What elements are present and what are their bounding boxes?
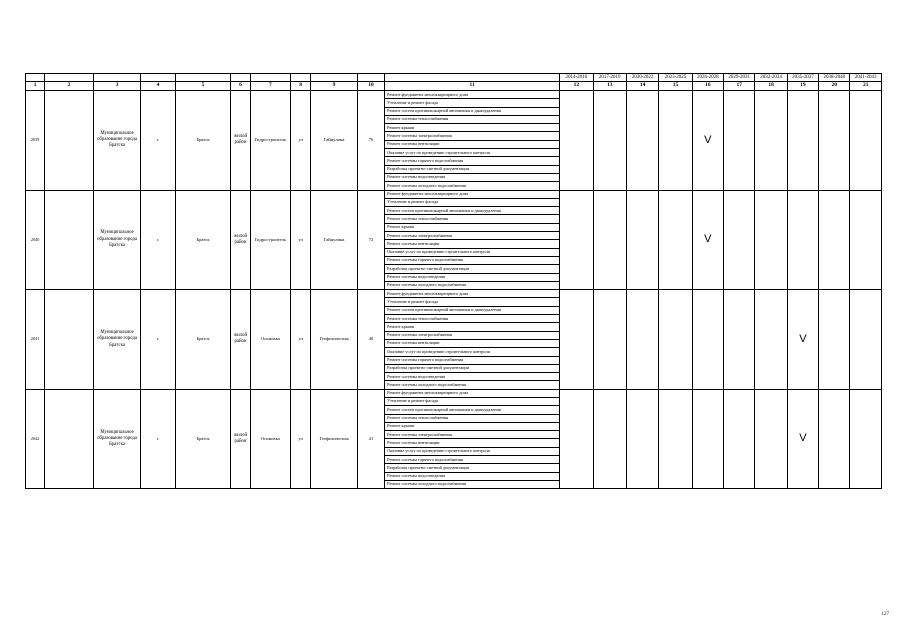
empty-cell <box>45 91 94 191</box>
period-mark: V <box>692 91 723 191</box>
street-type: ул <box>291 190 311 290</box>
table-row <box>26 389 882 397</box>
period-cell <box>724 290 755 390</box>
work-type: Ремонт систем противопожарной автоматики и дымоудаления <box>385 107 560 115</box>
settlement-name: Братск <box>175 389 231 489</box>
work-type: Ремонт систем противопожарной автоматики и дымоудаления <box>385 207 560 215</box>
empty-header-cell <box>26 74 45 82</box>
empty-header-cell <box>141 74 175 82</box>
work-type: Ремонт системы водоотведения <box>385 373 560 381</box>
settlement-type: г. <box>141 389 175 489</box>
empty-header-cell <box>385 74 560 82</box>
table-row <box>26 290 882 298</box>
work-type: Ремонт системы горячего водоснабжения <box>385 356 560 364</box>
column-number: 10 <box>357 82 384 91</box>
period-cell <box>850 290 882 390</box>
period-cell <box>659 91 692 191</box>
record-number: 2040 <box>26 190 45 290</box>
municipality: Муниципальное образование города Братска <box>93 190 141 290</box>
period-header: 2038-2040 <box>819 74 850 82</box>
column-number: 12 <box>560 82 593 91</box>
empty-cell <box>45 290 94 390</box>
house-number: 76 <box>357 91 384 191</box>
period-cell <box>560 190 593 290</box>
period-cell <box>724 389 755 489</box>
column-number: 2 <box>45 82 94 91</box>
district-type: жилой район <box>231 389 250 489</box>
period-mark: V <box>787 290 818 390</box>
work-type: Утепление и ремонт фасада <box>385 99 560 107</box>
column-number: 3 <box>93 82 141 91</box>
period-cell <box>692 290 723 390</box>
period-header: 2029-2031 <box>724 74 755 82</box>
district-type: жилой район <box>231 290 250 390</box>
period-cell <box>787 91 818 191</box>
capital-repair-schedule-table <box>25 73 882 489</box>
period-cell <box>755 91 787 191</box>
street-type: ул <box>291 290 311 390</box>
work-type: Ремонт системы электроснабжения <box>385 431 560 439</box>
period-cell <box>724 91 755 191</box>
settlement-name: Братск <box>175 290 231 390</box>
period-cell <box>850 389 882 489</box>
work-type: Ремонт крыши <box>385 323 560 331</box>
work-type: Ремонт системы вентиляции <box>385 339 560 347</box>
period-header: 2041-2043 <box>850 74 882 82</box>
period-cell <box>819 190 850 290</box>
empty-header-cell <box>250 74 290 82</box>
work-type: Ремонт системы вентиляции <box>385 439 560 447</box>
work-type: Ремонт системы холодного водоснабжения <box>385 281 560 289</box>
period-header-row <box>26 74 882 82</box>
empty-header-cell <box>231 74 250 82</box>
period-cell <box>593 91 626 191</box>
work-type: Ремонт системы вентиляции <box>385 240 560 248</box>
house-number: 40 <box>357 290 384 390</box>
work-type: Ремонт системы горячего водоснабжения <box>385 456 560 464</box>
column-number: 17 <box>724 82 755 91</box>
work-type: Ремонт крыши <box>385 422 560 430</box>
work-type: Ремонт системы холодного водоснабжения <box>385 381 560 389</box>
column-number: 16 <box>692 82 723 91</box>
settlement-type: г. <box>141 91 175 191</box>
work-type: Разработка проектно-сметной документации <box>385 464 560 472</box>
column-number: 4 <box>141 82 175 91</box>
period-cell <box>593 389 626 489</box>
column-number: 19 <box>787 82 818 91</box>
municipality: Муниципальное образование города Братска <box>93 290 141 390</box>
work-type: Оказание услуг по проведению строительного контроля <box>385 348 560 356</box>
settlement-name: Братск <box>175 91 231 191</box>
empty-header-cell <box>93 74 141 82</box>
district-name: Гидростроитель <box>250 190 290 290</box>
column-number: 18 <box>755 82 787 91</box>
period-cell <box>787 190 818 290</box>
period-cell <box>626 389 658 489</box>
column-number: 5 <box>175 82 231 91</box>
page-number: 127 <box>881 612 889 617</box>
district-name: Гидростроитель <box>250 91 290 191</box>
column-number: 11 <box>385 82 560 91</box>
period-cell <box>626 190 658 290</box>
street-name: Гайнулина <box>311 190 358 290</box>
period-cell <box>850 190 882 290</box>
work-type: Ремонт системы водоотведения <box>385 273 560 281</box>
period-header: 2026-2028 <box>692 74 723 82</box>
work-type: Ремонт фундамента многоквартирного дома <box>385 290 560 298</box>
municipality: Муниципальное образование города Братска <box>93 91 141 191</box>
period-cell <box>819 389 850 489</box>
work-type: Разработка проектно-сметной документации <box>385 364 560 372</box>
period-cell <box>755 389 787 489</box>
period-cell <box>659 190 692 290</box>
period-cell <box>755 190 787 290</box>
street-name: Геофизическая <box>311 290 358 390</box>
table-row <box>26 190 882 198</box>
empty-header-cell <box>357 74 384 82</box>
period-cell <box>755 290 787 390</box>
period-cell <box>819 290 850 390</box>
empty-header-cell <box>311 74 358 82</box>
work-type: Ремонт системы горячего водоснабжения <box>385 256 560 264</box>
work-type: Ремонт системы водоотведения <box>385 472 560 480</box>
column-number: 9 <box>311 82 358 91</box>
period-header: 2014-2016 <box>560 74 593 82</box>
work-type: Ремонт системы горячего водоснабжения <box>385 157 560 165</box>
period-cell <box>593 290 626 390</box>
period-cell <box>819 91 850 191</box>
street-type: ул <box>291 91 311 191</box>
column-number: 13 <box>593 82 626 91</box>
column-number: 14 <box>626 82 658 91</box>
work-type: Ремонт системы теплоснабжения <box>385 115 560 123</box>
work-type: Ремонт систем противопожарной автоматики и дымоудаления <box>385 306 560 314</box>
work-type: Ремонт системы электроснабжения <box>385 331 560 339</box>
work-type: Ремонт системы холодного водоснабжения <box>385 182 560 190</box>
work-type: Ремонт системы водоотведения <box>385 173 560 181</box>
settlement-type: г. <box>141 190 175 290</box>
period-cell <box>659 290 692 390</box>
work-type: Ремонт системы электроснабжения <box>385 232 560 240</box>
column-number: 20 <box>819 82 850 91</box>
work-type: Утепление и ремонт фасада <box>385 397 560 405</box>
work-type: Разработка проектно-сметной документации <box>385 165 560 173</box>
period-cell <box>560 389 593 489</box>
period-header: 2017-2019 <box>593 74 626 82</box>
period-cell <box>626 91 658 191</box>
street-name: Геофизическая <box>311 389 358 489</box>
column-number: 6 <box>231 82 250 91</box>
record-number: 2042 <box>26 389 45 489</box>
period-header: 2023-2025 <box>659 74 692 82</box>
period-mark: V <box>787 389 818 489</box>
work-type: Оказание услуг по проведению строительного контроля <box>385 149 560 157</box>
empty-header-cell <box>45 74 94 82</box>
column-number: 8 <box>291 82 311 91</box>
work-type: Утепление и ремонт фасада <box>385 198 560 206</box>
street-name: Гайнулина <box>311 91 358 191</box>
street-type: ул <box>291 389 311 489</box>
table-row <box>26 91 882 99</box>
period-cell <box>724 190 755 290</box>
work-type: Ремонт систем противопожарной автоматики и дымоудаления <box>385 406 560 414</box>
settlement-name: Братск <box>175 190 231 290</box>
work-type: Ремонт системы электроснабжения <box>385 132 560 140</box>
column-number: 7 <box>250 82 290 91</box>
work-type: Ремонт крыши <box>385 124 560 132</box>
work-type: Утепление и ремонт фасада <box>385 298 560 306</box>
period-cell <box>626 290 658 390</box>
work-type: Оказание услуг по проведению строительного контроля <box>385 447 560 455</box>
district-type: жилой район <box>231 91 250 191</box>
column-number: 21 <box>850 82 882 91</box>
work-type: Ремонт системы холодного водоснабжения <box>385 480 560 488</box>
period-header: 2035-2037 <box>787 74 818 82</box>
settlement-type: г. <box>141 290 175 390</box>
column-number-row <box>26 82 882 91</box>
period-cell <box>659 389 692 489</box>
period-cell <box>593 190 626 290</box>
work-type: Разработка проектно-сметной документации <box>385 265 560 273</box>
work-type: Ремонт фундамента многоквартирного дома <box>385 91 560 99</box>
period-cell <box>560 290 593 390</box>
work-type: Ремонт системы теплоснабжения <box>385 414 560 422</box>
work-type: Ремонт системы теплоснабжения <box>385 315 560 323</box>
district-type: жилой район <box>231 190 250 290</box>
period-header: 2020-2022 <box>626 74 658 82</box>
work-type: Ремонт фундамента многоквартирного дома <box>385 190 560 198</box>
record-number: 2039 <box>26 91 45 191</box>
period-header: 2032-2034 <box>755 74 787 82</box>
house-number: 41 <box>357 389 384 489</box>
empty-cell <box>45 389 94 489</box>
column-number: 1 <box>26 82 45 91</box>
work-type: Ремонт крыши <box>385 223 560 231</box>
empty-header-cell <box>175 74 231 82</box>
record-number: 2041 <box>26 290 45 390</box>
work-type: Ремонт системы теплоснабжения <box>385 215 560 223</box>
period-cell <box>560 91 593 191</box>
district-name: Осиновка <box>250 389 290 489</box>
empty-header-cell <box>291 74 311 82</box>
table-body <box>26 74 882 489</box>
work-type: Ремонт фундамента многоквартирного дома <box>385 389 560 397</box>
work-type: Ремонт системы вентиляции <box>385 140 560 148</box>
work-type: Оказание услуг по проведению строительного контроля <box>385 248 560 256</box>
house-number: 72 <box>357 190 384 290</box>
municipality: Муниципальное образование города Братска <box>93 389 141 489</box>
column-number: 15 <box>659 82 692 91</box>
empty-cell <box>45 190 94 290</box>
district-name: Осиновка <box>250 290 290 390</box>
period-cell <box>692 389 723 489</box>
period-mark: V <box>692 190 723 290</box>
period-cell <box>850 91 882 191</box>
